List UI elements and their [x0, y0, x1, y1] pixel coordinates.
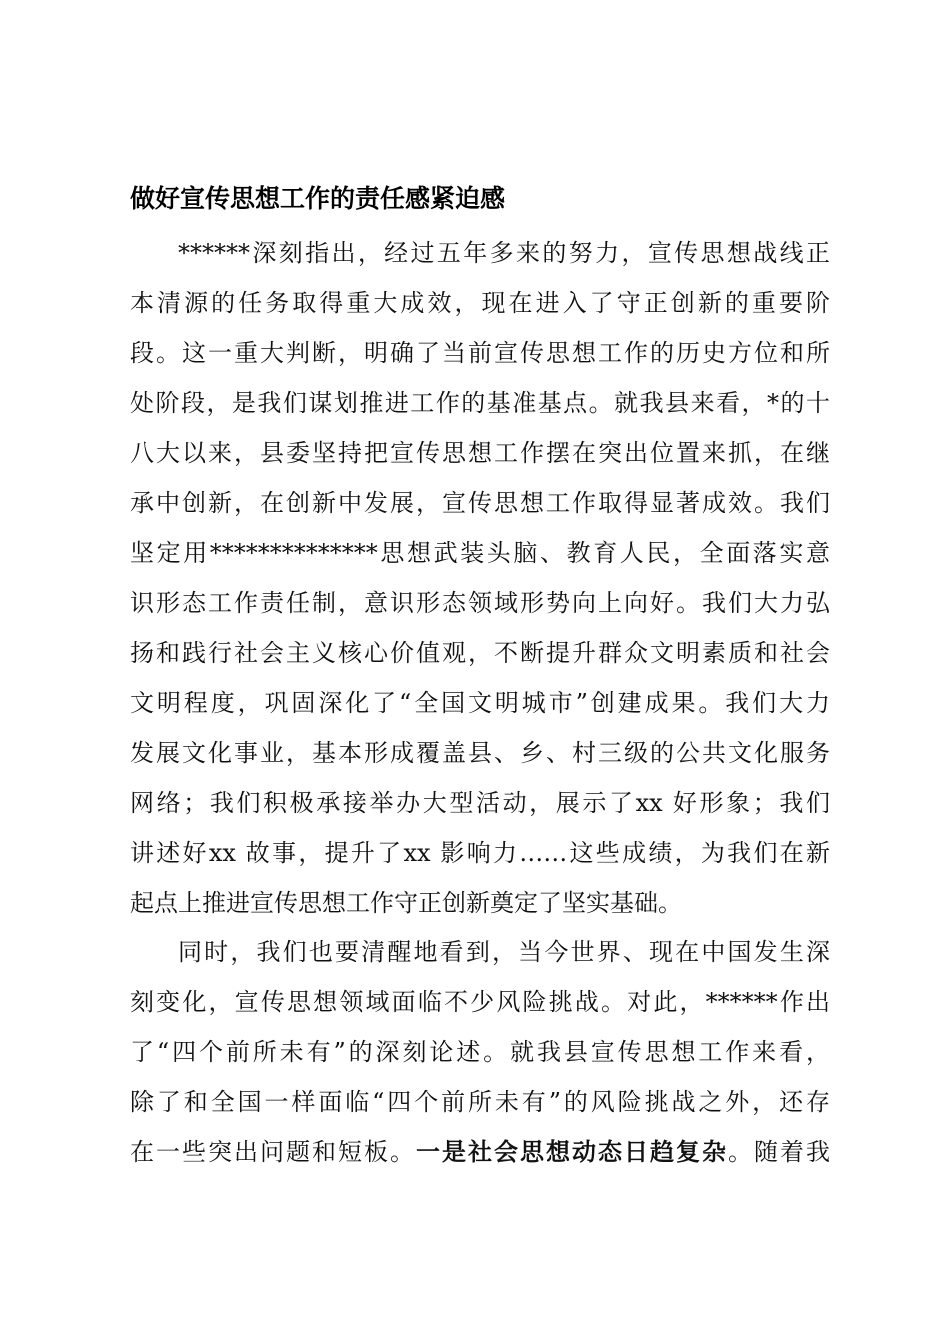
text-line: 同时，我们也要清醒地看到，当今世界、现在中国发生深 — [178, 938, 830, 966]
text-line: 文明程度，巩固深化了“全国文明城市”创建成果。我们大力 — [130, 689, 830, 717]
bold-key-point: 一是社会思想动态日趋复杂 — [416, 1137, 728, 1166]
text-segment: 在一些突出问题和短板。 — [130, 1138, 416, 1166]
text-line: 起点上推进宣传思想工作守正创新奠定了坚实基础。 — [130, 889, 682, 917]
paragraph-challenges — [130, 927, 830, 1177]
text-line: 网络；我们积极承接举办大型活动，展示了xx 好形象；我们 — [130, 789, 830, 817]
text-line: 识形态工作责任制，意识形态领域形势向上向好。我们大力弘 — [130, 589, 830, 617]
text-line: 讲述好xx 故事，提升了xx 影响力……这些成绩，为我们在新 — [130, 839, 830, 867]
text-line: 除了和全国一样面临“四个前所未有”的风险挑战之外，还存 — [130, 1088, 830, 1116]
text-line: 承中创新，在创新中发展，宣传思想工作取得显著成效。我们 — [130, 489, 830, 517]
text-line: 坚定用**************思想武装头脑、教育人民，全面落实意 — [130, 539, 830, 567]
text-line: ******深刻指出，经过五年多来的努力，宣传思想战线正 — [178, 239, 830, 267]
text-line: 八大以来，县委坚持把宣传思想工作摆在突出位置来抓，在继 — [130, 439, 830, 467]
text-line: 发展文化事业，基本形成覆盖县、乡、村三级的公共文化服务 — [130, 739, 830, 767]
paragraph-achievements — [130, 228, 830, 928]
text-line: 刻变化，宣传思想领域面临不少风险挑战。对此，******作出 — [130, 988, 830, 1016]
text-line: 本清源的任务取得重大成效，现在进入了守正创新的重要阶 — [130, 289, 830, 317]
text-line: 扬和践行社会主义核心价值观，不断提升群众文明素质和社会 — [130, 639, 830, 667]
section-heading: 做好宣传思想工作的责任感紧迫感 — [130, 184, 506, 213]
text-line: 段。这一重大判断，明确了当前宣传思想工作的历史方位和所 — [130, 339, 830, 367]
text-line: 了“四个前所未有”的深刻论述。就我县宣传思想工作来看， — [130, 1038, 830, 1066]
text-segment: 。随着我 — [728, 1138, 830, 1166]
text-line-mixed — [130, 1127, 830, 1177]
text-line: 处阶段，是我们谋划推进工作的基准基点。就我县来看，*的十 — [130, 389, 830, 417]
